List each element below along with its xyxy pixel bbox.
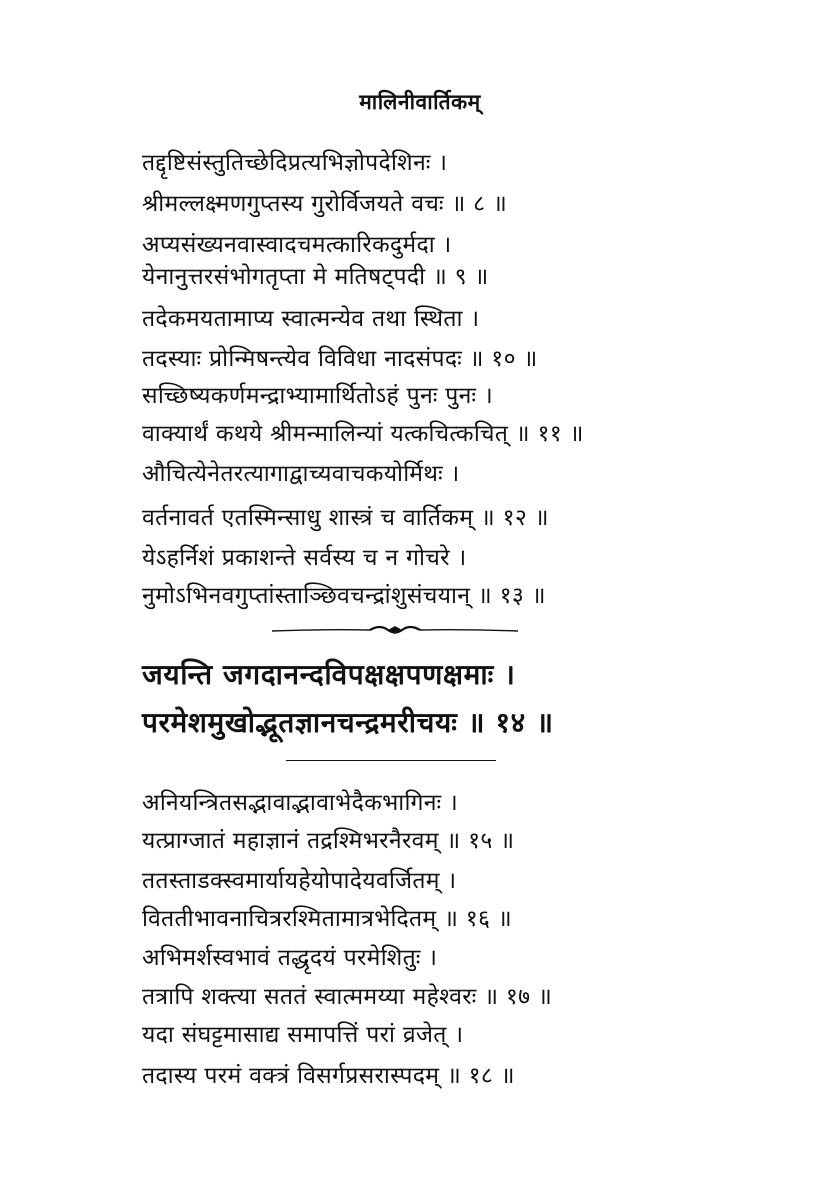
verse-line: तदास्य परमं वक्त्रं विसर्गप्रसरास्पदम् ॥ १८ ॥ xyxy=(142,1063,515,1089)
verse-line: येऽहर्निशं प्रकाशन्ते सर्वस्य च न गोचरे । xyxy=(142,545,467,571)
divider-rule xyxy=(286,760,496,761)
verse-line: ततस्ताडक्स्वमार्यायहेयोपादेयवर्जितम् । xyxy=(142,868,457,894)
ornamental-divider xyxy=(270,622,520,638)
verse-line: तदस्याः प्रोन्मिषन्त्येव विविधा नादसंपदः ॥ १० ॥ xyxy=(142,346,538,372)
verse-line: सच्छिष्यकर्णमन्द्राभ्यामार्थितोऽहं पुनः पुनः । xyxy=(142,383,493,409)
verse-line: अभिमर्शस्वभावं तद्धृदयं परमेशितुः । xyxy=(142,945,438,971)
verse-line: औचित्येनेतरत्यागाद्वाच्यवाचकयोर्मिथः । xyxy=(142,461,460,487)
verse-line: यत्प्राग्जातं महाज्ञानं तद्रश्मिभरनैरवम् ॥ १५ ॥ xyxy=(142,828,515,854)
verse-line: वाक्यार्थं कथये श्रीमन्मालिन्यां यत्कचित्कचित् ॥ ११ ॥ xyxy=(142,421,584,447)
benediction-line: परमेशमुखोद्भूतज्ञानचन्द्रमरीचयः ॥ १४ ॥ xyxy=(142,706,554,739)
benediction-line: जयन्ति जगदानन्दविपक्षक्षपणक्षमाः । xyxy=(142,658,516,691)
verse-line: वर्तनावर्त एतस्मिन्साधु शास्त्रं च वार्तिकम् ॥ १२ ॥ xyxy=(142,505,549,531)
verse-line: नुमोऽभिनवगुप्तांस्ताञ्छिवचन्द्रांशुसंचयान् ॥ १३ ॥ xyxy=(142,583,546,609)
verse-line: येनानुत्तरसंभोगतृप्ता मे मतिषट्पदी ॥ ९ ॥ xyxy=(142,264,489,290)
verse-line: यदा संघट्टमासाद्य समापत्तिं परां व्रजेत् । xyxy=(142,1022,464,1048)
verse-line: तदेकमयतामाप्य स्वात्मन्येव तथा स्थिता । xyxy=(142,306,480,332)
verse-line: श्रीमल्लक्ष्मणगुप्तस्य गुरोर्विजयते वचः ॥ ८ ॥ xyxy=(142,191,508,217)
verse-line: अप्यसंख्यनवास्वादचमत्कारिकदुर्मदा । xyxy=(142,232,452,258)
verse-line: अनियन्त्रितसद्भावाद्भावाभेदैकभागिनः । xyxy=(142,790,459,816)
verse-line: तत्रापि शक्त्या सततं स्वात्ममय्या महेश्वरः ॥ १७ ॥ xyxy=(142,984,553,1010)
verse-line: विततीभावनाचित्ररश्मितामात्रभेदितम् ॥ १६ ॥ xyxy=(142,906,512,932)
running-header: मालिनीवार्तिकम् xyxy=(359,89,481,114)
verse-line: तद्दृष्टिसंस्तुतिच्छेदिप्रत्यभिज्ञोपदेशिनः । xyxy=(142,150,448,176)
